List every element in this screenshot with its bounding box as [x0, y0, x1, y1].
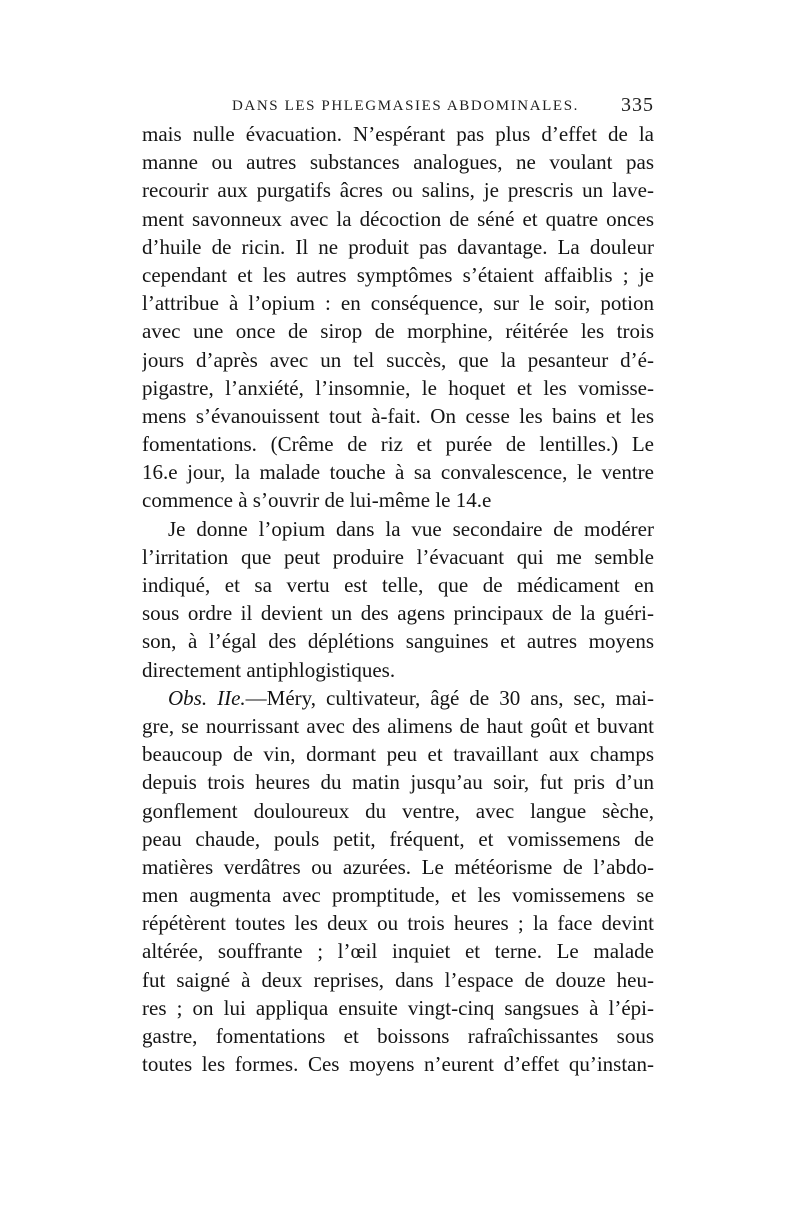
text-line: 16.e jour, la malade touche à sa convalescence, le ventre — [142, 460, 654, 485]
text-line: recourir aux purgatifs âcres ou salins, je prescris un lave- — [142, 178, 654, 203]
text-line: cependant et les autres symptômes s’étaient affaiblis ; je — [142, 262, 654, 287]
page-header — [142, 92, 654, 120]
text-line: fomentations. (Crême de riz et purée de lentilles.) Le — [142, 432, 654, 457]
text-line: sous ordre il devient un des agens principaux de la guéri- — [142, 601, 654, 626]
text-line: ment savonneux avec la décoction de séné et quatre onces — [142, 206, 654, 231]
text-line: men augmenta avec promptitude, et les vomissemens se — [142, 883, 654, 908]
text-line: toutes les formes. Ces moyens n’eurent d’effet qu’instan- — [142, 1052, 654, 1077]
text-line: depuis trois heures du matin jusqu’au soir, fut pris d’un — [142, 770, 654, 795]
text-line-content: —Méry, cultivateur, âgé de 30 ans, sec, mai- — [245, 685, 654, 710]
text-line — [142, 684, 654, 712]
text-line: directement antiphlogistiques. — [142, 657, 396, 682]
text-line: indiqué, et sa vertu est telle, que de médicament en — [142, 573, 654, 597]
running-head: DANS LES PHLEGMASIES ABDOMINALES. — [232, 98, 579, 114]
text-line: altérée, souffrante ; l’œil inquiet et terne. Le malade — [142, 939, 654, 964]
text-line: l’attribue à l’opium : en conséquence, sur le soir, potion — [142, 291, 654, 316]
paragraph-1 — [142, 120, 654, 515]
text-line: jours d’après avec un tel succès, que la pesanteur d’é- — [142, 347, 654, 372]
text-line: pigastre, l’anxiété, l’insomnie, le hoquet et les vomisse- — [142, 375, 654, 400]
text-line: Je donne l’opium dans la vue secondaire de modérer — [168, 516, 654, 541]
paragraph-2 — [142, 515, 654, 684]
text-line: mais nulle évacuation. N’espérant pas plus d’effet de la — [142, 122, 654, 146]
text-line: matières verdâtres ou azurées. Le météorisme de l’abdo- — [142, 854, 654, 879]
text-line: l’irritation que peut produire l’évacuant qui me semble — [142, 544, 654, 569]
text-line: res ; on lui appliqua ensuite vingt-cinq sangsues à l’épi- — [142, 995, 654, 1020]
text-line: mens s’évanouissent tout à-fait. On cesse les bains et les — [142, 403, 654, 428]
text-line: manne ou autres substances analogues, ne voulant pas — [142, 150, 654, 175]
text-line: d’huile de ricin. Il ne produit pas davantage. La douleur — [142, 234, 654, 259]
text-line: son, à l’égal des déplétions sanguines et autres moyens — [142, 629, 654, 654]
text-line: beaucoup de vin, dormant peu et travaillant aux champs — [142, 742, 654, 767]
text-line: répétèrent toutes les deux ou trois heures ; la face devint — [142, 911, 654, 936]
text-line: gre, se nourrissant avec des alimens de haut goût et buvant — [142, 713, 654, 738]
text-line: gonflement douloureux du ventre, avec langue sèche, — [142, 798, 654, 823]
text-line: avec une once de sirop de morphine, réitérée les trois — [142, 319, 654, 344]
text-line: commence à s’ouvrir de lui-même le 14.e — [142, 488, 492, 513]
page-number: 335 — [621, 94, 654, 116]
paragraph-3 — [142, 684, 654, 1079]
body-text — [142, 120, 654, 1078]
observation-label: Obs. IIe. — [168, 685, 246, 710]
text-line: gastre, fomentations et boissons rafraîchissantes sous — [142, 1024, 654, 1048]
text-line: fut saigné à deux reprises, dans l’espace de douze heu- — [142, 967, 654, 992]
text-line: peau chaude, pouls petit, fréquent, et vomissemens de — [142, 826, 654, 851]
